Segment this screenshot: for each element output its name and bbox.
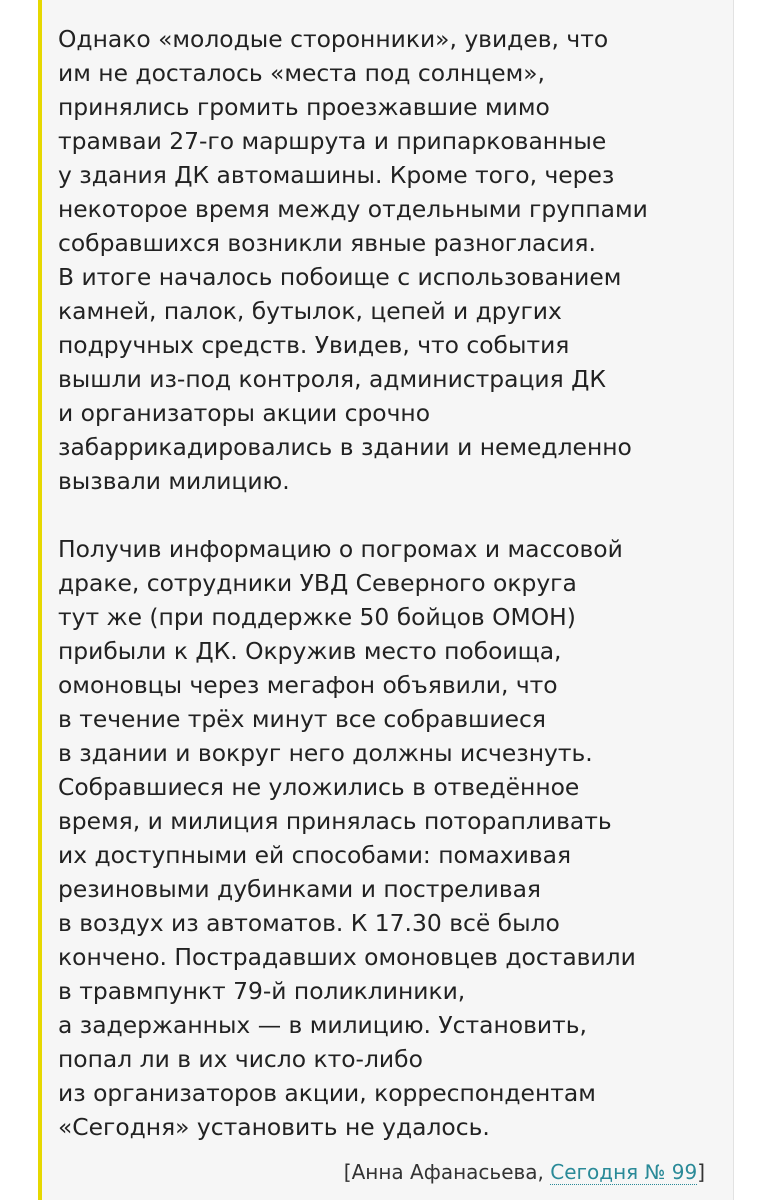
- text-line: трамваи 27-го маршрута и припаркованные: [58, 127, 607, 155]
- paragraph-1: [58, 22, 688, 498]
- attribution-close-bracket: ]: [697, 1160, 705, 1184]
- text-line: прибыли к ДК. Окружив место побоища,: [58, 637, 562, 665]
- text-line: В итоге началось побоище с использованием: [58, 263, 622, 291]
- text-line: вышли из-под контроля, администрация ДК: [58, 365, 606, 393]
- text-line: тут же (при поддержке 50 бойцов ОМОН): [58, 603, 576, 631]
- text-line: в течение трёх минут все собравшиеся: [58, 705, 546, 733]
- text-line: у здания ДК автомашины. Кроме того, через: [58, 161, 615, 189]
- text-line: кончено. Пострадавших омоновцев доставили: [58, 943, 636, 971]
- text-line: забаррикадировались в здании и немедленно: [58, 433, 632, 461]
- text-line: омоновцы через мегафон объявили, что: [58, 671, 558, 699]
- paragraph-2: [58, 532, 688, 1144]
- text-line: камней, палок, бутылок, цепей и других: [58, 297, 562, 325]
- text-line: Получив информацию о погромах и массовой: [58, 535, 623, 563]
- text-line: некоторое время между отдельными группами: [58, 195, 648, 223]
- text-line: в воздух из автоматов. К 17.30 всё было: [58, 909, 560, 937]
- text-line: из организаторов акции, корреспондентам: [58, 1079, 596, 1107]
- text-line: время, и милиция принялась поторапливать: [58, 807, 612, 835]
- text-line: попал ли в их число кто-либо: [58, 1045, 423, 1073]
- attribution-open-bracket: [: [343, 1160, 352, 1184]
- text-line: в травмпункт 79-й поликлиники,: [58, 977, 466, 1005]
- text-line: резиновыми дубинками и постреливая: [58, 875, 542, 903]
- text-line: Однако «молодые сторонники», увидев, что: [58, 25, 609, 53]
- text-line: Собравшиеся не уложились в отведённое: [58, 773, 580, 801]
- text-line: собравшихся возникли явные разногласия.: [58, 229, 596, 257]
- text-line: им не досталось «места под солнцем»,: [58, 59, 545, 87]
- text-line: их доступными ей способами: помахивая: [58, 841, 572, 869]
- attribution: [344, 1157, 705, 1187]
- article-body: [58, 22, 688, 1144]
- text-line: в здании и вокруг него должны исчезнуть.: [58, 739, 593, 767]
- text-line: принялись громить проезжавшие мимо: [58, 93, 550, 121]
- text-line: и организаторы акции срочно: [58, 399, 431, 427]
- text-line: подручных средств. Увидев, что события: [58, 331, 570, 359]
- text-line: драке, сотрудники УВД Северного округа: [58, 569, 577, 597]
- text-line: «Сегодня» установить не удалось.: [58, 1113, 490, 1141]
- text-line: вызвали милицию.: [58, 467, 290, 495]
- text-line: а задержанных — в милицию. Установить,: [58, 1011, 587, 1039]
- source-link[interactable]: Сегодня № 99: [550, 1160, 698, 1184]
- attribution-author: Анна Афанасьева,: [351, 1160, 551, 1184]
